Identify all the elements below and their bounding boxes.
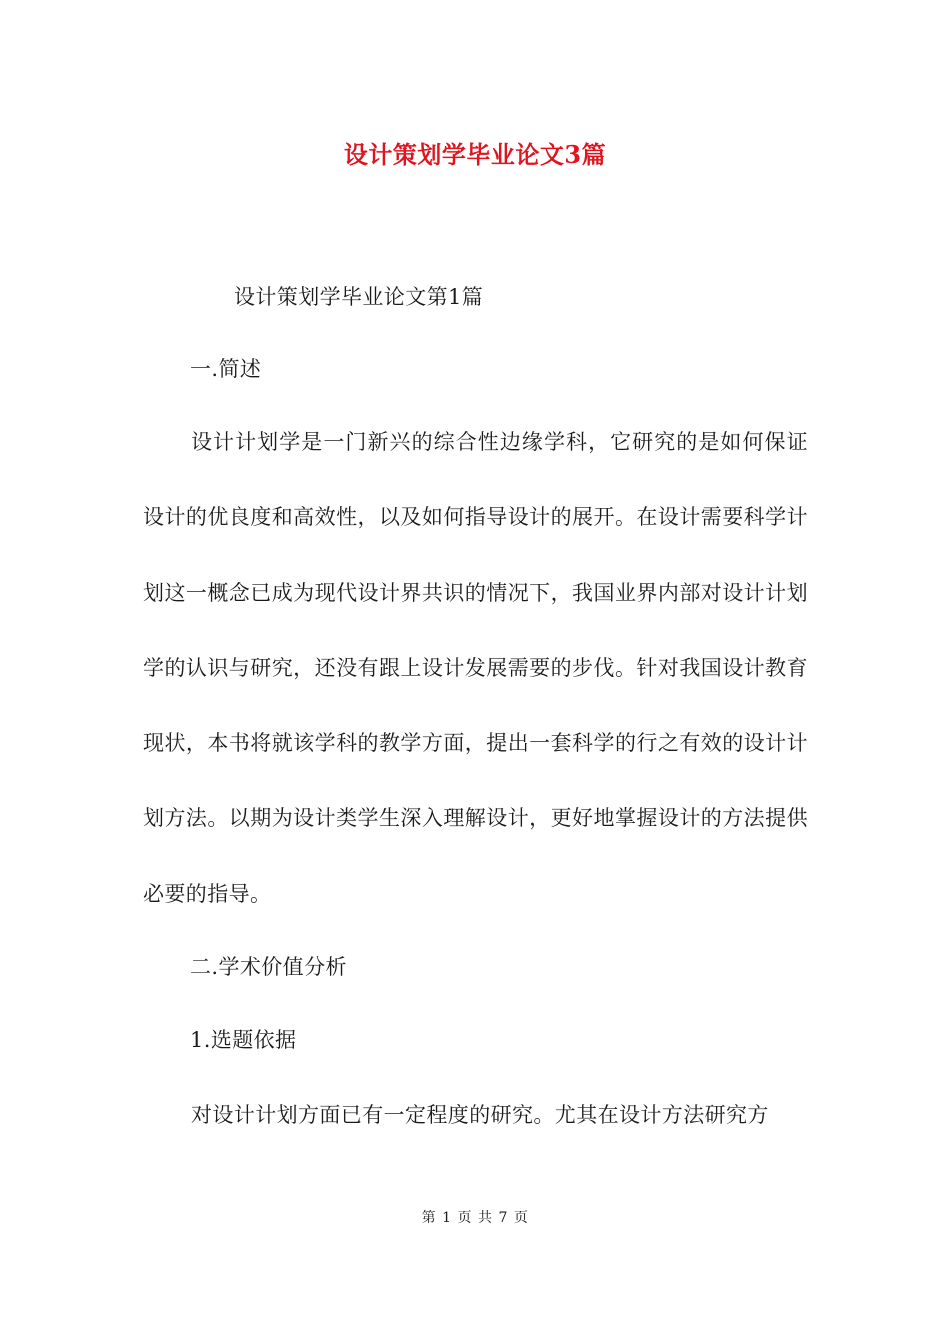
footer-total-label: 共	[478, 1210, 493, 1226]
footer-total-pages: 7	[498, 1210, 508, 1226]
article-subtitle: 设计策划学毕业论文第1篇	[234, 285, 484, 309]
section-heading-1: 一.简述	[190, 357, 262, 381]
footer-current-page: 1	[442, 1210, 452, 1226]
page-footer	[0, 1208, 950, 1228]
document-title: 设计策划学毕业论文3篇	[343, 140, 607, 169]
section-heading-2: 二.学术价值分析	[190, 955, 347, 979]
subsection-1-paragraph: 对设计计划方面已有一定程度的研究。尤其在设计方法研究方	[191, 1103, 769, 1127]
subsection-heading-1: 1.选题依据	[190, 1028, 297, 1052]
footer-page-label: 页	[457, 1210, 472, 1226]
footer-prefix: 第	[421, 1210, 437, 1226]
footer-suffix: 页	[513, 1210, 529, 1226]
section-1-paragraph: 设计计划学是一门新兴的综合性边缘学科，它研究的是如何保证设计的优良度和高效性，以及如何指导设计的展开。在设计需要科学计划这一概念已成为现代设计界共识的情况下，我国业界内部对设计计划学的认识与研究，还没有跟上设计发展需要的步伐。针对我国设计教育现状，本书将就该学科的教学方面，提出一套科学的行之有效的设计计划方法。以期为设计类学生深入理解设计，更好地掌握设计的方法提供必要的指导。	[143, 430, 808, 906]
